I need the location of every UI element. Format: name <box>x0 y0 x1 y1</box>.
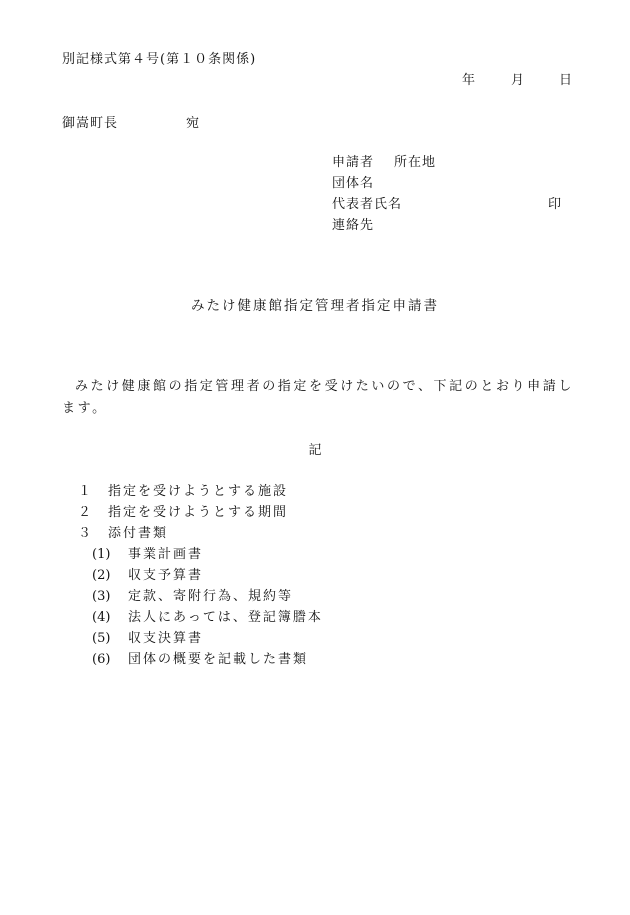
date-month-label: 月 <box>511 73 525 88</box>
attachment-item <box>78 607 478 628</box>
applicant-label: 申請者 <box>332 155 375 170</box>
attachment-item <box>78 649 478 670</box>
attachment-item <box>78 565 478 586</box>
list-item <box>78 502 478 523</box>
date-line <box>462 72 572 90</box>
body-text: みたけ健康館の指定管理者の指定を受けたいので、下記のとおり申請します。 <box>62 379 574 416</box>
attachment-number: (2) <box>92 568 111 583</box>
attachment-number: (6) <box>92 652 111 667</box>
attachment-text: 事業計画書 <box>128 547 204 562</box>
attachment-text: 収支予算書 <box>128 568 204 583</box>
item-number: ３ <box>78 526 92 541</box>
addressee-suffix: 宛 <box>186 116 200 131</box>
attachment-number: (1) <box>92 547 111 562</box>
attachment-number: (5) <box>92 631 111 646</box>
attachment-item <box>78 586 478 607</box>
date-year-label: 年 <box>462 73 476 88</box>
date-day-label: 日 <box>559 73 573 88</box>
applicant-block <box>332 154 572 234</box>
address-label: 所在地 <box>394 155 437 170</box>
attachment-text: 定款、寄附行為、規約等 <box>128 589 294 604</box>
item-number: １ <box>78 484 92 499</box>
attachment-item <box>78 544 478 565</box>
attachment-text: 団体の概要を記載した書類 <box>128 652 309 667</box>
attachment-text: 収支決算書 <box>128 631 204 646</box>
ki-heading: 記 <box>308 443 322 458</box>
contact-label: 連絡先 <box>332 218 375 233</box>
addressee <box>62 115 212 133</box>
attachment-number: (3) <box>92 589 111 604</box>
form-number: 別記様式第４号(第１０条関係) <box>62 52 257 67</box>
group-name-label: 団体名 <box>332 176 375 191</box>
item-text: 指定を受けようとする施設 <box>108 484 289 499</box>
item-text: 指定を受けようとする期間 <box>108 505 289 520</box>
item-number: ２ <box>78 505 92 520</box>
addressee-name: 御嵩町長 <box>62 116 119 131</box>
representative-row <box>332 196 572 214</box>
attachment-text: 法人にあっては、登記簿謄本 <box>128 610 323 625</box>
list-item <box>78 523 478 544</box>
document-title: みたけ健康館指定管理者指定申請書 <box>191 298 439 314</box>
representative-label: 代表者氏名 <box>332 197 403 212</box>
item-text: 添付書類 <box>108 526 169 541</box>
attachment-number: (4) <box>92 610 111 625</box>
seal-mark: 印 <box>548 197 563 212</box>
attachment-item <box>78 628 478 649</box>
list-item <box>78 481 478 502</box>
item-list <box>78 481 478 670</box>
